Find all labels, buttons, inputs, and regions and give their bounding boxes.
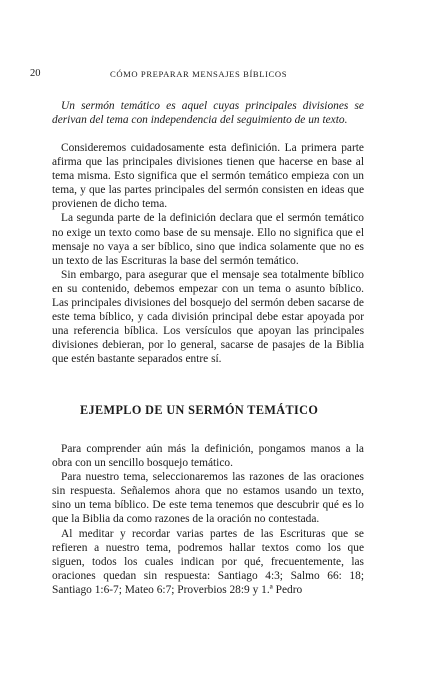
definition-paragraph: Un sermón temático es aquel cuyas principales divisiones se derivan del tema con independencia del seguimiento de un texto. — [52, 100, 364, 127]
paragraph: Al meditar y recordar varias partes de las Escrituras que se refieren a nuestro tema, podremos hallar textos como los que siguen, todos los cuales indican por qué, frecuentemente, las oraciones quedan sin respuesta: Santiago 4:3; Salmo 66: 18; Santiago 1:6-7; Mateo 6:7; Proverbios 28:9 y 1.ª Pedro — [52, 527, 364, 596]
paragraph: La segunda parte de la definición declara que el sermón temático no exige un texto como base de su mensaje. Ello no significa que el mensaje no vaya a ser bíblico, sino que indica solamente que no es un texto de las Escrituras la base del sermón temático. — [52, 212, 364, 267]
running-header — [30, 67, 370, 81]
paragraph: Para comprender aún más la definición, pongamos manos a la obra con un sencillo bosquejo temático. — [52, 443, 364, 470]
section-heading: EJEMPLO DE UN SERMÓN TEMÁTICO — [80, 403, 319, 417]
paragraph: Para nuestro tema, seleccionaremos las razones de las oraciones sin respuesta. Señalemos ahora que no estamos usando un texto, sino un tema bíblico. De este tema tenemos que descubrir qué es lo que la Biblia da como razones de la oración no contestada. — [52, 471, 364, 526]
explanation-block — [52, 141, 364, 367]
page-number: 20 — [30, 68, 41, 79]
example-block — [52, 442, 364, 597]
definition-block — [52, 99, 364, 127]
paragraph: Consideremos cuidadosamente esta definición. La primera parte afirma que las principales divisiones tienen que hacerse en base al tema misma. Esto significa que el sermón temático empieza con un tema, y que las partes principales del sermón consisten en ideas que provienen de dicho tema. — [52, 142, 364, 211]
running-title: CÓMO PREPARAR MENSAJES BÍBLICOS — [110, 69, 288, 79]
paragraph: Sin embargo, para asegurar que el mensaje sea totalmente bíblico en su contenido, debemos empezar con un tema o asunto bíblico. Las principales divisiones del bosquejo del sermón deben sacarse de este tema bíblico, y cada división principal debe estar apoyada por una referencia bíblica. Los versículos que apoyan las principales divisiones debieran, por lo general, sacarse de pasajes de la Biblia que estén bastante separados entre sí. — [52, 268, 364, 366]
